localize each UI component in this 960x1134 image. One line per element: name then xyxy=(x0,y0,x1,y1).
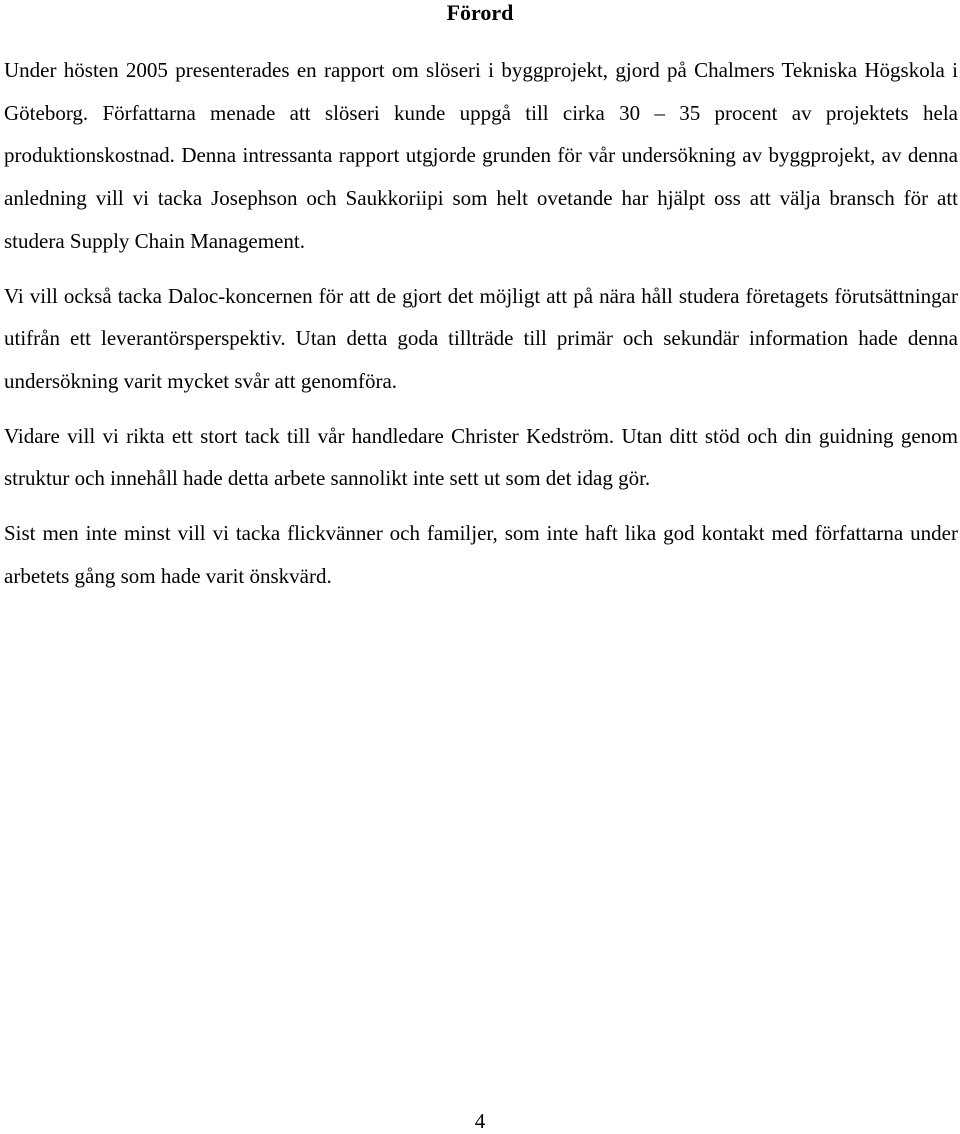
page-title: Förord xyxy=(446,0,514,25)
paragraph-family-thanks: Sist men inte minst vill vi tacka flickvänner och familjer, som inte haft lika god kontakt med författarna under arbetets gång som hade varit önskvärd. xyxy=(4,521,958,588)
body-text xyxy=(4,49,958,609)
paragraph-report-background: Under hösten 2005 presenterades en rapport om slöseri i byggprojekt, gjord på Chalmers Tekniska Högskola i Göteborg. Författarna menade att slöseri kunde uppgå till cirka 30 – 35 procent av projektets hela produktionskostnad. Denna intressanta rapport utgjorde grunden för vår undersökning av byggprojekt, av denna anledning vill vi tacka Josephson och Saukkoriipi som helt ovetande har hjälpt oss att välja bransch för att studera Supply Chain Management. xyxy=(4,58,958,253)
paragraph-daloc-thanks: Vi vill också tacka Daloc-koncernen för att de gjort det möjligt att på nära håll studera företagets förutsättningar utifrån ett leverantörsperspektiv. Utan detta goda tillträde till primär och sekundär information hade denna undersökning varit mycket svår att genomföra. xyxy=(4,283,958,393)
paragraph-supervisor-thanks: Vidare vill vi rikta ett stort tack till vår handledare Christer Kedström. Utan ditt stöd och din guidning genom struktur och innehåll hade detta arbete sannolikt inte sett ut som det idag gör. xyxy=(4,423,958,491)
page-number: 4 xyxy=(474,1109,486,1133)
